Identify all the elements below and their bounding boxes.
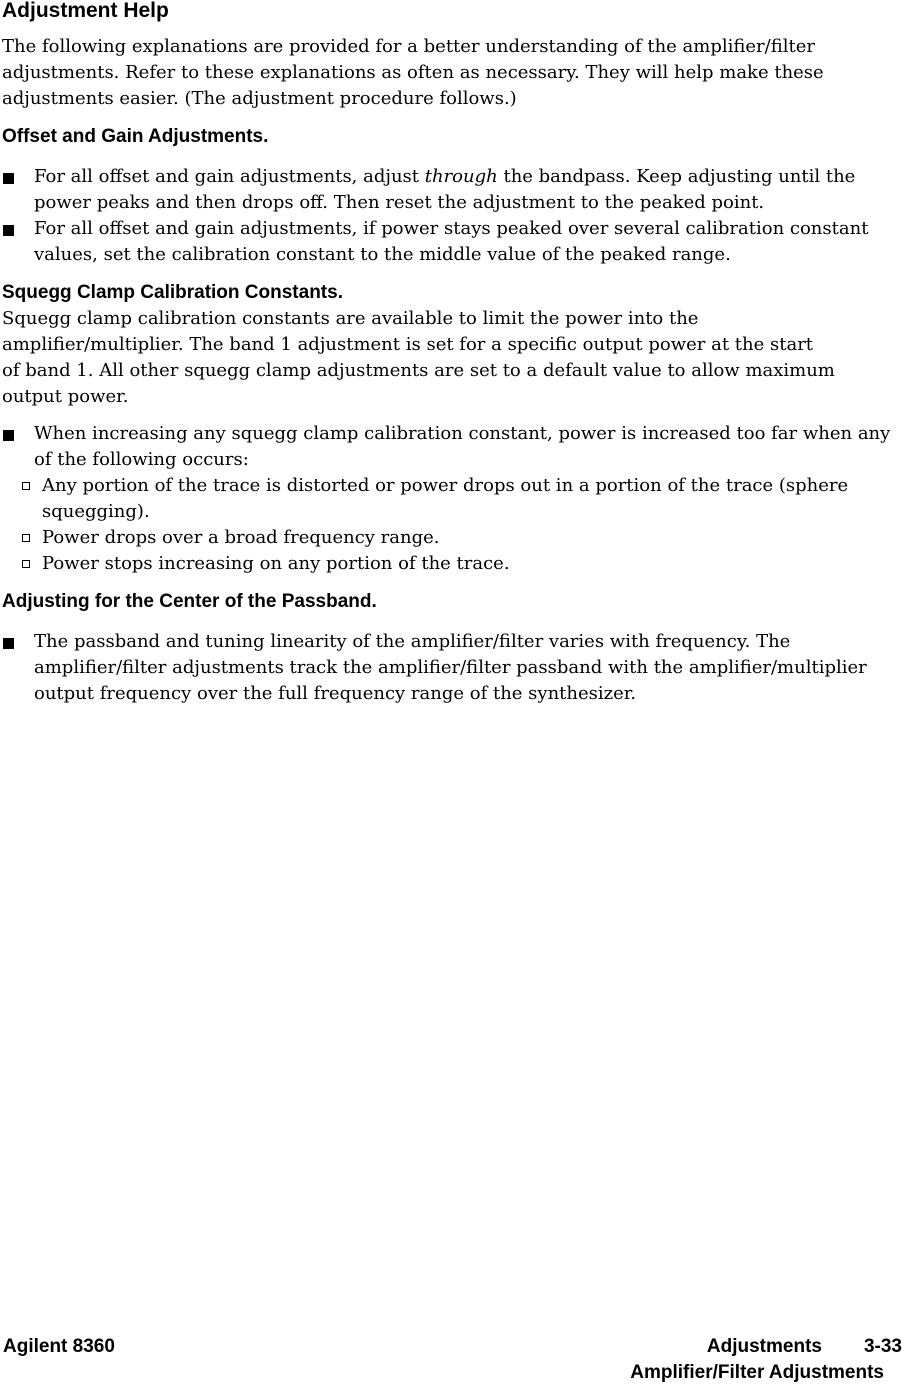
sub-bullet-line: Power drops over a broad frequency range. bbox=[42, 527, 440, 548]
intro-line: adjustments easier. (The adjustment procedure follows.) bbox=[2, 88, 517, 109]
passband-bullet-list bbox=[0, 629, 908, 707]
section-heading-passband: Adjusting for the Center of the Passband. bbox=[2, 591, 377, 612]
offset-gain-bullet-list bbox=[0, 164, 908, 268]
bullet-line bbox=[34, 164, 908, 190]
bullet-item bbox=[0, 164, 908, 216]
section-heading-offset-gain: Offset and Gain Adjustments. bbox=[2, 126, 269, 147]
open-square-bullet-icon bbox=[22, 534, 30, 542]
bullet-item bbox=[0, 629, 908, 707]
sub-bullet-item bbox=[0, 473, 908, 525]
intro-line: The following explanations are provided for a better understanding of the amplifier/filter bbox=[2, 36, 815, 57]
open-square-bullet-icon bbox=[22, 482, 30, 490]
filled-square-bullet-icon bbox=[3, 173, 14, 184]
filled-square-bullet-icon bbox=[3, 225, 14, 236]
bullet-line: values, set the calibration constant to the middle value of the peaked range. bbox=[34, 244, 731, 265]
paragraph-line: output power. bbox=[2, 386, 129, 407]
bullet-line: When increasing any squegg clamp calibration constant, power is increased too far when any bbox=[34, 423, 891, 444]
squegg-bullet-list bbox=[0, 421, 908, 577]
section-heading-squegg: Squegg Clamp Calibration Constants. bbox=[2, 282, 343, 303]
sub-bullet-item bbox=[0, 525, 908, 551]
squegg-paragraph bbox=[2, 306, 908, 410]
page-title: Adjustment Help bbox=[2, 0, 169, 22]
sub-bullet-line: Any portion of the trace is distorted or power drops out in a portion of the trace (sphere bbox=[42, 475, 849, 496]
footer-page-number: 3-33 bbox=[863, 1336, 902, 1357]
footer-section-name: Amplifier/Filter Adjustments bbox=[630, 1362, 884, 1383]
intro-paragraph bbox=[2, 34, 908, 112]
sub-bullet-line: Power stops increasing on any portion of the trace. bbox=[42, 553, 510, 574]
footer-chapter-page bbox=[707, 1334, 902, 1360]
paragraph-line: of band 1. All other squegg clamp adjustments are set to a default value to allow maximum bbox=[2, 360, 835, 381]
bullet-line: The passband and tuning linearity of the amplifier/filter varies with frequency. The bbox=[34, 631, 791, 652]
bullet-text: For all offset and gain adjustments, adjust bbox=[34, 166, 425, 187]
bullet-line: output frequency over the full frequency range of the synthesizer. bbox=[34, 683, 637, 704]
sub-bullet-line: squegging). bbox=[42, 501, 150, 522]
footer-chapter: Adjustments bbox=[706, 1336, 822, 1357]
bullet-line: For all offset and gain adjustments, if power stays peaked over several calibration constant bbox=[34, 218, 869, 239]
italic-word: through bbox=[424, 166, 498, 187]
open-square-bullet-icon bbox=[22, 560, 30, 568]
bullet-line: amplifier/filter adjustments track the amplifier/filter passband with the amplifier/multiplier bbox=[34, 657, 867, 678]
paragraph-line: Squegg clamp calibration constants are available to limit the power into the bbox=[2, 308, 699, 329]
filled-square-bullet-icon bbox=[3, 430, 14, 441]
sub-bullet-item bbox=[0, 551, 908, 577]
bullet-item bbox=[0, 421, 908, 473]
bullet-text: the bandpass. Keep adjusting until the bbox=[497, 166, 856, 187]
bullet-line: of the following occurs: bbox=[34, 449, 249, 470]
footer-row bbox=[0, 1334, 908, 1360]
filled-square-bullet-icon bbox=[3, 638, 14, 649]
bullet-line: power peaks and then drops off. Then reset the adjustment to the peaked point. bbox=[34, 192, 765, 213]
intro-line: adjustments. Refer to these explanations as often as necessary. They will help make these bbox=[2, 62, 824, 83]
footer-product-name: Agilent 8360 bbox=[3, 1336, 115, 1357]
paragraph-line: amplifier/multiplier. The band 1 adjustment is set for a specific output power at the start bbox=[2, 334, 814, 355]
page-footer bbox=[0, 1334, 908, 1386]
bullet-item bbox=[0, 216, 908, 268]
